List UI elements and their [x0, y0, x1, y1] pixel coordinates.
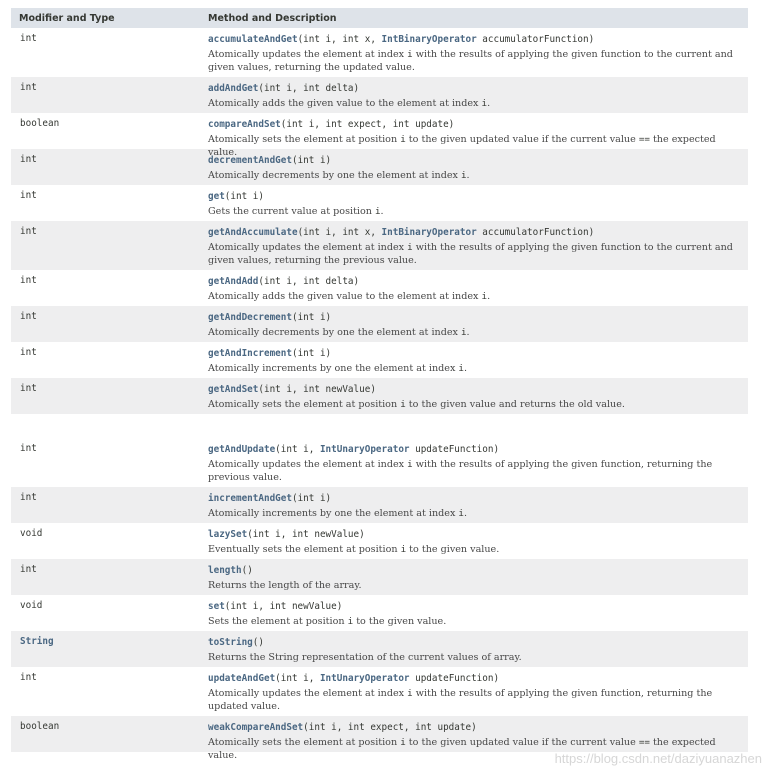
table-row [11, 667, 748, 716]
method-cell [208, 438, 748, 487]
method-params: (int i) [291, 312, 332, 323]
method-name-link[interactable]: getAndDecrement [208, 312, 292, 323]
description-code: i [481, 291, 488, 302]
description-text: Atomically sets the element at position [208, 399, 401, 410]
description-code: i [407, 459, 413, 470]
description-text: . [487, 98, 491, 109]
description-text: Atomically sets the element at position [208, 134, 401, 145]
method-cell [208, 28, 748, 77]
method-cell [208, 342, 748, 378]
description-code: i [481, 98, 488, 109]
method-description [208, 97, 746, 110]
method-name-link[interactable]: decrementAndGet [208, 155, 292, 166]
method-params: (int i) [291, 348, 332, 359]
description-text: with the results of applying the given function, returning the updated value. [208, 688, 713, 712]
table-row [11, 77, 748, 113]
method-name-link[interactable]: getAndSet [208, 384, 259, 395]
method-signature [208, 443, 746, 456]
return-type: int [20, 443, 37, 454]
method-signature [208, 154, 746, 167]
return-type: int [20, 82, 37, 93]
method-name-link[interactable]: get [208, 191, 225, 202]
description-text: Atomically decrements by one the element at index [208, 170, 461, 181]
description-text: with the results of applying the given function to the current and given values, returning the previous value. [208, 242, 733, 266]
method-description [208, 326, 746, 339]
method-params-rest: accumulatorFunction) [476, 34, 595, 45]
description-code: i [400, 134, 406, 145]
method-name-link[interactable]: getAndIncrement [208, 348, 292, 359]
description-text: Atomically updates the element at index [208, 242, 408, 253]
method-description [208, 651, 746, 664]
method-params-rest: accumulatorFunction) [476, 227, 595, 238]
method-description [208, 169, 746, 182]
method-description [208, 687, 746, 713]
description-text: to the given value and returns the old value. [405, 399, 625, 410]
method-params: () [252, 637, 264, 648]
description-text: Eventually sets the element at position [208, 544, 401, 555]
method-cell [208, 306, 748, 342]
table-row [11, 559, 748, 595]
method-name-link[interactable]: updateAndGet [208, 673, 276, 684]
description-code: i [400, 737, 406, 748]
method-cell [208, 77, 748, 113]
method-cell [208, 487, 748, 523]
description-text: Returns the length of the array. [208, 580, 362, 591]
description-text: . [466, 170, 470, 181]
method-description [208, 458, 746, 484]
method-signature [208, 190, 746, 203]
description-text: Atomically updates the element at index [208, 459, 408, 470]
method-name-link[interactable]: weakCompareAndSet [208, 722, 304, 733]
description-code: i [347, 616, 354, 627]
method-params: (int i, int delta) [258, 276, 360, 287]
return-type: int [20, 383, 37, 394]
method-cell [208, 185, 748, 221]
param-type-link[interactable]: IntUnaryOperator [319, 444, 410, 455]
method-name-link[interactable]: getAndUpdate [208, 444, 276, 455]
method-description [208, 398, 746, 411]
return-type: int [20, 190, 37, 201]
table-row [11, 221, 748, 270]
method-name-link[interactable]: addAndGet [208, 83, 259, 94]
method-cell [208, 113, 748, 158]
method-cell [208, 523, 748, 559]
method-params: () [241, 565, 253, 576]
table-row [11, 113, 748, 158]
method-params-rest: updateFunction) [409, 444, 500, 455]
description-text: to the given value. [406, 544, 500, 555]
return-type: void [20, 528, 43, 539]
description-code: i [458, 508, 464, 519]
method-params: (int i, int expect, int update) [303, 722, 477, 733]
method-cell [208, 149, 748, 185]
method-signature [208, 275, 746, 288]
watermark: https://blog.csdn.net/daziyuanazhen [554, 751, 762, 766]
method-params: (int i, int x, [297, 34, 382, 45]
description-text: Atomically adds the given value to the element at index [208, 291, 482, 302]
return-type: boolean [20, 721, 60, 732]
description-code: i [400, 399, 406, 410]
description-code: == [638, 134, 650, 145]
return-type: int [20, 347, 37, 358]
param-type-link[interactable]: IntUnaryOperator [319, 673, 410, 684]
method-cell [208, 559, 748, 595]
description-text: the expected value. [208, 134, 716, 158]
method-description [208, 362, 746, 375]
param-type-link[interactable]: IntBinaryOperator [381, 34, 477, 45]
method-description [208, 507, 746, 520]
description-code: i [407, 242, 413, 253]
method-params-rest: updateFunction) [409, 673, 500, 684]
table-row [11, 595, 748, 631]
description-code: i [458, 363, 464, 374]
method-name-link[interactable]: set [208, 601, 225, 612]
description-text: Atomically adds the given value to the element at index [208, 98, 482, 109]
description-text: to the given value. [353, 616, 447, 627]
method-name-link[interactable]: lazySet [208, 529, 248, 540]
method-description [208, 615, 746, 628]
method-cell [208, 595, 748, 631]
method-signature [208, 528, 746, 541]
method-params: (int i, [275, 673, 320, 684]
method-signature [208, 311, 746, 324]
description-text: Gets the current value at position [208, 206, 375, 217]
table-row [11, 487, 748, 523]
method-name-link[interactable]: length [208, 565, 242, 576]
method-description [208, 543, 746, 556]
method-params: (int i, int newValue) [247, 529, 365, 540]
description-text: Atomically increments by one the element at index [208, 508, 459, 519]
description-text: Atomically sets the element at position [208, 737, 401, 748]
return-type: int [20, 154, 37, 165]
description-text: with the results of applying the given function, returning the previous value. [208, 459, 713, 483]
method-signature [208, 721, 746, 734]
method-description [208, 205, 746, 218]
method-cell [208, 378, 748, 414]
method-signature [208, 347, 746, 360]
method-params: (int i, int delta) [258, 83, 360, 94]
description-text: Atomically updates the element at index [208, 688, 408, 699]
description-text: . [466, 327, 470, 338]
description-code: i [407, 688, 413, 699]
table-row [11, 28, 748, 77]
return-type-link[interactable]: String [20, 636, 54, 647]
table-header [11, 8, 748, 28]
description-text: with the results of applying the given function to the current and given values, returning the updated value. [208, 49, 733, 73]
method-name-link[interactable]: getAndAccumulate [208, 227, 298, 238]
table-row [11, 149, 748, 185]
table-row [11, 523, 748, 559]
description-text: Returns the String representation of the current values of array. [208, 652, 522, 663]
description-text: to the given updated value if the current value [405, 737, 639, 748]
description-text: Atomically decrements by one the element at index [208, 327, 461, 338]
method-description [208, 579, 746, 592]
method-name-link[interactable]: accumulateAndGet [208, 34, 298, 45]
description-text: to the given updated value if the current value [405, 134, 639, 145]
return-type: void [20, 600, 43, 611]
method-cell [208, 667, 748, 716]
method-signature [208, 383, 746, 396]
method-params: (int i) [291, 493, 332, 504]
method-signature [208, 492, 746, 505]
method-name-link[interactable]: compareAndSet [208, 119, 281, 130]
return-type: int [20, 311, 37, 322]
method-description [208, 48, 746, 74]
method-params: (int i, [275, 444, 320, 455]
table-row [11, 270, 748, 306]
table-row [11, 342, 748, 378]
header-modifier-type: Modifier and Type [19, 12, 115, 24]
description-text: . [463, 508, 468, 519]
method-signature [208, 118, 746, 131]
return-type: int [20, 275, 37, 286]
method-cell [208, 221, 748, 270]
method-cell [208, 631, 748, 667]
method-description [208, 241, 746, 267]
method-signature [208, 33, 746, 46]
description-text: . [463, 363, 468, 374]
method-params: (int i) [224, 191, 264, 202]
method-signature [208, 564, 746, 577]
return-type: int [20, 564, 37, 575]
method-signature [208, 226, 746, 239]
method-signature [208, 600, 746, 613]
description-code: i [407, 49, 413, 60]
description-code: i [460, 327, 467, 338]
table-row [11, 306, 748, 342]
method-cell [208, 270, 748, 306]
method-signature [208, 672, 746, 685]
description-text: Atomically updates the element at index [208, 49, 408, 60]
return-type: int [20, 672, 37, 683]
description-text: Sets the element at position [208, 616, 348, 627]
method-params: (int i, int x, [297, 227, 382, 238]
method-name-link[interactable]: getAndAdd [208, 276, 259, 287]
method-signature [208, 636, 746, 649]
method-name-link[interactable]: incrementAndGet [208, 493, 292, 504]
table-row [11, 438, 748, 487]
return-type: boolean [20, 118, 60, 129]
return-type: int [20, 33, 37, 44]
method-params: (int i, int newValue) [258, 384, 376, 395]
return-type: int [20, 226, 37, 237]
param-type-link[interactable]: IntBinaryOperator [381, 227, 477, 238]
method-name-link[interactable]: toString [208, 637, 253, 648]
method-signature [208, 82, 746, 95]
description-text: Atomically increments by one the element at index [208, 363, 459, 374]
table-row [11, 631, 748, 667]
return-type: int [20, 492, 37, 503]
description-text: the expected value. [208, 737, 716, 761]
row-gap [11, 414, 748, 438]
description-code: i [400, 544, 407, 555]
description-code: i [375, 206, 381, 217]
method-params: (int i, int newValue) [224, 601, 343, 612]
method-params: (int i) [291, 155, 332, 166]
method-params: (int i, int expect, int update) [280, 119, 455, 130]
method-description [208, 290, 746, 303]
description-code: == [638, 737, 650, 748]
description-code: i [460, 170, 467, 181]
description-text: . [487, 291, 491, 302]
table-row [11, 185, 748, 221]
table-row [11, 378, 748, 414]
header-method-description: Method and Description [208, 12, 337, 24]
description-text: . [380, 206, 384, 217]
